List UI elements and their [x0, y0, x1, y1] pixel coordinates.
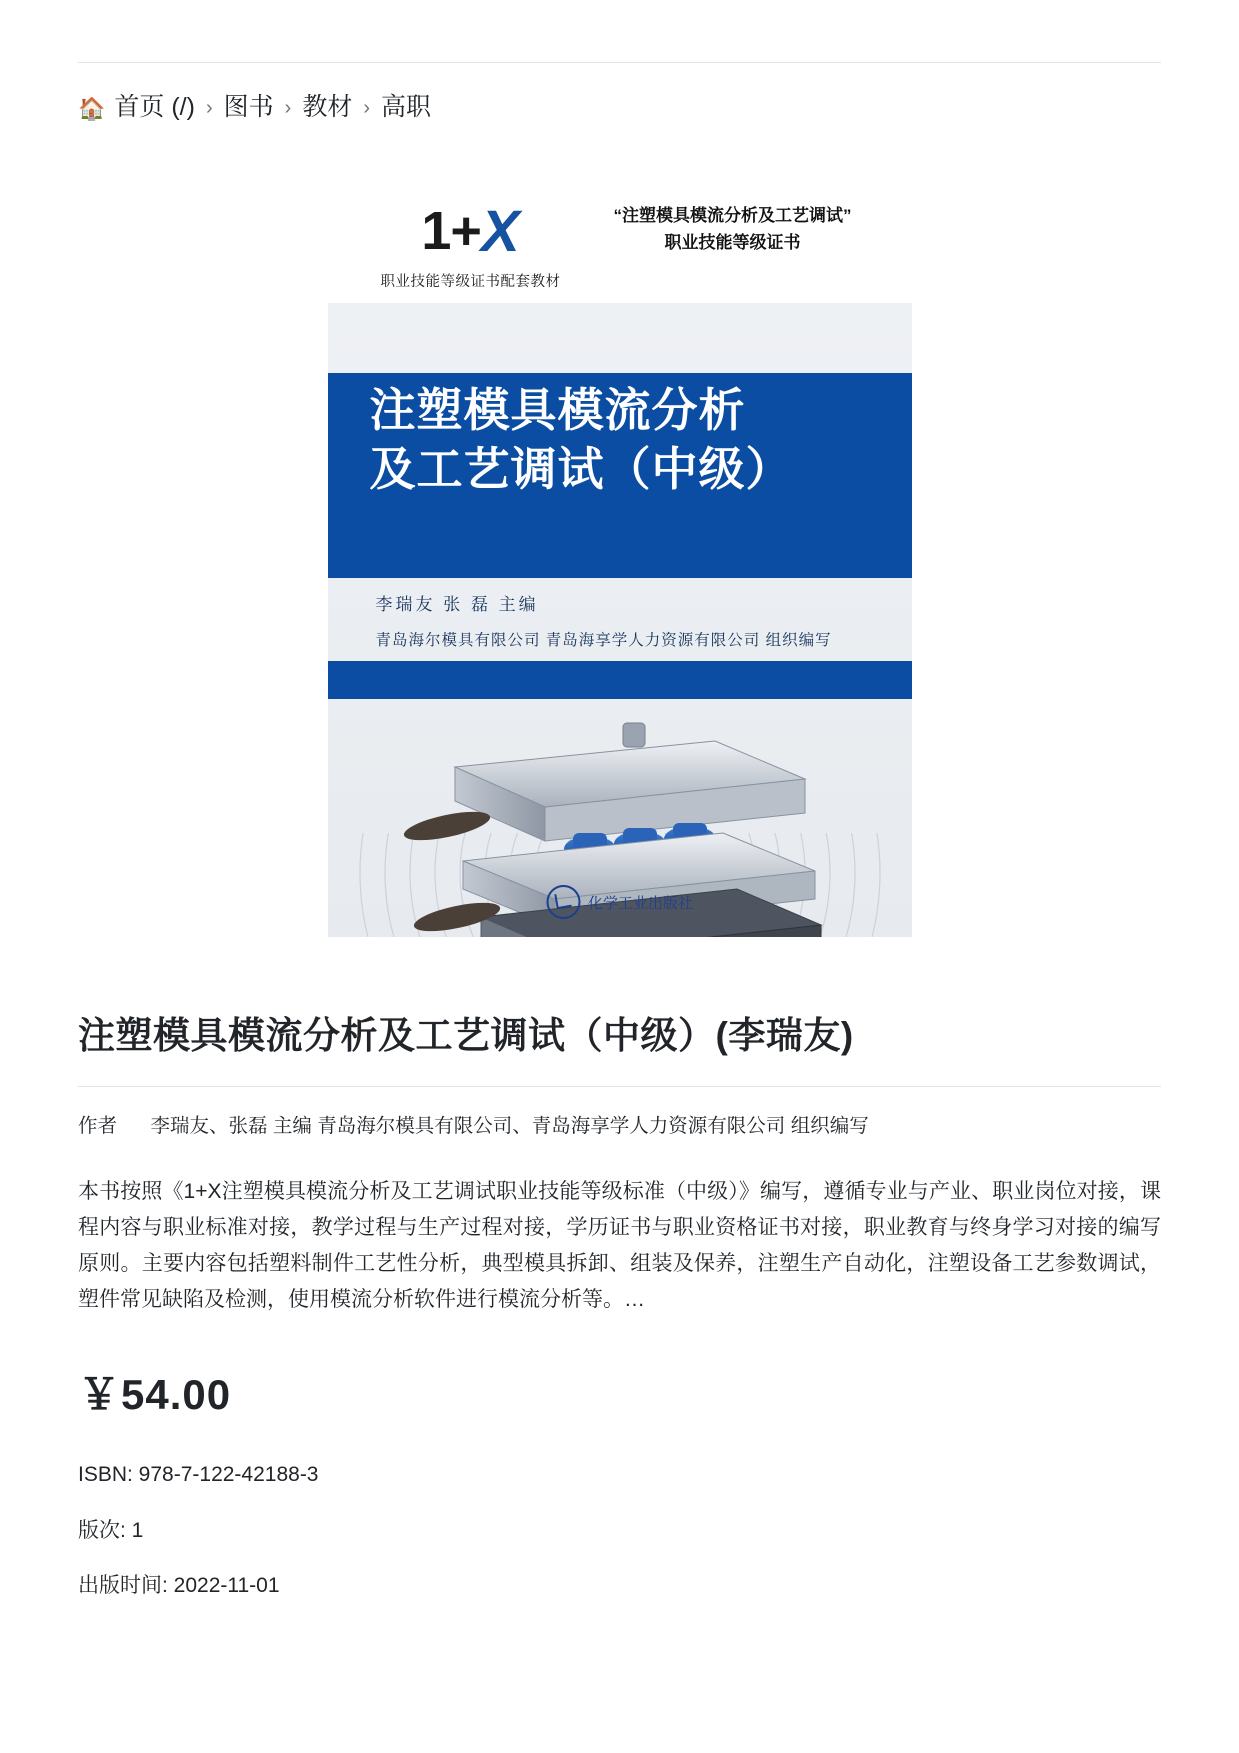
breadcrumb-separator: › — [363, 96, 370, 119]
isbn-line: ISBN: 978-7-122-42188-3 — [78, 1463, 319, 1487]
publisher-logo — [546, 885, 693, 919]
cover-certificate-title — [578, 202, 888, 256]
breadcrumb-item-books[interactable]: 图书 — [223, 93, 274, 121]
cover-blue-bar-bottom — [328, 661, 912, 699]
author-label: 作者 — [78, 1114, 118, 1137]
cover-body — [328, 303, 912, 937]
page-top-divider — [78, 62, 1161, 63]
page-title: 注塑模具模流分析及工艺调试（中级）(李瑞友) — [78, 1015, 854, 1056]
cover-cert-line2: 职业技能等级证书 — [664, 233, 801, 253]
x-icon: X — [480, 199, 520, 264]
cover-authors: 李瑞友 张 磊 主编 — [375, 595, 539, 614]
cover-title — [370, 381, 892, 499]
edition-line: 版次: 1 — [78, 1518, 144, 1542]
breadcrumb — [78, 95, 1161, 120]
cover-cert-line1: “注塑模具模流分析及工艺调试” — [613, 206, 852, 225]
cover-title-level: （中级） — [604, 442, 793, 495]
home-icon: 🏠 — [78, 95, 106, 121]
breadcrumb-item-vocational[interactable]: 高职 — [381, 93, 432, 121]
author-row — [78, 1111, 1161, 1142]
cover-title-line1: 注塑模具模流分析 — [369, 384, 746, 436]
one-plus-x-logo — [366, 196, 576, 291]
cover-illustration — [328, 703, 912, 937]
breadcrumb-separator: › — [284, 96, 292, 119]
price: ￥54.00 — [78, 1371, 232, 1419]
cover-header — [320, 188, 920, 303]
breadcrumb-separator: › — [205, 96, 213, 119]
book-cover-image[interactable] — [320, 188, 920, 951]
page-content — [0, 95, 1239, 1602]
publisher-name: 化学工业出版社 — [587, 894, 694, 912]
breadcrumb-item-home[interactable]: 首页 (/) — [114, 93, 195, 121]
breadcrumb-item-textbooks[interactable]: 教材 — [302, 93, 353, 121]
cover-organizations: 青岛海尔模具有限公司 青岛海享学人力资源有限公司 组织编写 — [375, 632, 832, 649]
one-plus-x-subtitle: 职业技能等级证书配套教材 — [380, 274, 561, 290]
publisher-mark-icon — [546, 885, 580, 919]
book-meta — [78, 1460, 1161, 1601]
publish-date-line: 出版时间: 2022-11-01 — [78, 1574, 280, 1598]
author-value: 李瑞友、张磊 主编 青岛海尔模具有限公司、青岛海享学人力资源有限公司 组织编写 — [150, 1114, 869, 1137]
title-divider — [78, 1086, 1161, 1087]
one-plus-x-main: 1+ — [421, 201, 481, 261]
cover-title-line2: 及工艺调试 — [369, 442, 605, 495]
book-cover-wrapper — [78, 188, 1161, 951]
book-description: 本书按照《1+X注塑模具模流分析及工艺调试职业技能等级标准（中级）》编写，遵循专业与产业、职业岗位对接，课程内容与职业标准对接，教学过程与生产过程对接，学历证书与职业资格证书对接，职业教育与终身学习对接的编写原则。主要内容包括塑料制件工艺性分析，典型模具拆卸、组装及保养，注塑生产自动化，注塑设备工艺参数调试，塑件常见缺陷及检测，使用模流分析软件进行模流分析等。… — [78, 1179, 1161, 1312]
